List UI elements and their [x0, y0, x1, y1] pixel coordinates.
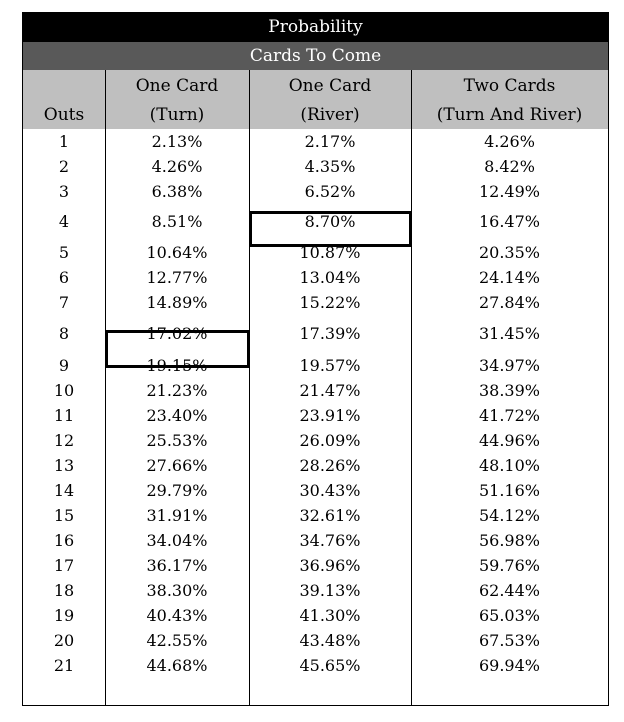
table-row — [23, 265, 608, 290]
cell-outs: 6 — [58, 268, 70, 287]
cell-turn: 36.17% — [146, 556, 208, 575]
table-row — [23, 453, 608, 478]
table-row — [23, 129, 608, 154]
cell-river: 43.48% — [299, 631, 361, 650]
cell-turn: 12.77% — [146, 268, 208, 287]
cell-outs: 2 — [58, 157, 70, 176]
table-row — [23, 403, 608, 428]
cell-turn-and-river: 41.72% — [478, 406, 540, 425]
cell-outs: 21 — [53, 656, 75, 675]
table-row — [23, 290, 608, 315]
cell-turn: 23.40% — [146, 406, 208, 425]
cell-outs: 16 — [53, 531, 75, 550]
header-outs: Outs — [43, 105, 85, 125]
header-turn: One Card (Turn) — [135, 76, 219, 125]
cell-river: 15.22% — [299, 293, 361, 312]
cell-turn: 27.66% — [146, 456, 208, 475]
table-row — [23, 553, 608, 578]
cell-turn-and-river: 62.44% — [478, 581, 540, 600]
cell-river: 28.26% — [299, 456, 361, 475]
table-row — [23, 478, 608, 503]
cell-turn: 29.79% — [146, 481, 208, 500]
cell-turn: 14.89% — [146, 293, 208, 312]
cell-turn: 17.02% — [146, 324, 208, 343]
cell-outs: 8 — [58, 324, 70, 343]
cell-turn-and-river: 54.12% — [478, 506, 540, 525]
cell-outs: 18 — [53, 581, 75, 600]
cell-river: 34.76% — [299, 531, 361, 550]
cell-river: 6.52% — [304, 182, 356, 201]
cell-turn: 38.30% — [146, 581, 208, 600]
cell-outs: 9 — [58, 356, 70, 375]
cell-river: 10.87% — [299, 243, 361, 262]
cell-turn: 25.53% — [146, 431, 208, 450]
cell-outs: 17 — [53, 556, 75, 575]
cell-turn-and-river: 59.76% — [478, 556, 540, 575]
table-row — [23, 603, 608, 628]
cell-river: 45.65% — [299, 656, 361, 675]
cell-outs: 1 — [58, 132, 70, 151]
table-title: Probability — [23, 12, 608, 42]
cell-river: 4.35% — [304, 157, 356, 176]
cell-river: 8.70% — [304, 212, 356, 231]
cell-turn-and-river: 20.35% — [478, 243, 540, 262]
cell-turn: 10.64% — [146, 243, 208, 262]
cell-river: 41.30% — [299, 606, 361, 625]
cell-turn: 19.15% — [146, 356, 208, 375]
table-row — [23, 179, 608, 204]
cell-outs: 3 — [58, 182, 70, 201]
cell-turn-and-river: 16.47% — [478, 212, 540, 231]
cell-turn: 34.04% — [146, 531, 208, 550]
cell-turn-and-river: 31.45% — [478, 324, 540, 343]
table-row — [23, 154, 608, 179]
cell-turn-and-river: 69.94% — [478, 656, 540, 675]
probability-table — [22, 12, 609, 706]
cell-river: 13.04% — [299, 268, 361, 287]
cell-turn-and-river: 12.49% — [478, 182, 540, 201]
column-header-row — [23, 70, 608, 129]
table-row — [23, 628, 608, 653]
cell-turn-and-river: 27.84% — [478, 293, 540, 312]
table-row — [23, 428, 608, 453]
cell-river: 21.47% — [299, 381, 361, 400]
cell-outs: 5 — [58, 243, 70, 262]
table-row — [23, 653, 608, 678]
cell-river: 32.61% — [299, 506, 361, 525]
cell-turn: 44.68% — [146, 656, 208, 675]
cell-outs: 11 — [53, 406, 75, 425]
cell-outs: 20 — [53, 631, 75, 650]
cell-river: 30.43% — [299, 481, 361, 500]
cell-turn-and-river: 65.03% — [478, 606, 540, 625]
cell-turn: 2.13% — [151, 132, 203, 151]
cell-river: 36.96% — [299, 556, 361, 575]
cell-outs: 10 — [53, 381, 75, 400]
cell-turn-and-river: 56.98% — [478, 531, 540, 550]
cell-turn-and-river: 48.10% — [478, 456, 540, 475]
cell-river: 2.17% — [304, 132, 356, 151]
cell-outs: 14 — [53, 481, 75, 500]
cell-turn: 42.55% — [146, 631, 208, 650]
cell-river: 19.57% — [299, 356, 361, 375]
cell-turn-and-river: 38.39% — [478, 381, 540, 400]
header-turn-and-river: Two Cards (Turn And River) — [436, 76, 583, 125]
cell-river: 23.91% — [299, 406, 361, 425]
cell-turn-and-river: 51.16% — [478, 481, 540, 500]
cell-outs: 13 — [53, 456, 75, 475]
table-row — [23, 503, 608, 528]
highlight-box-4-outs-river — [249, 211, 412, 247]
table-row — [23, 528, 608, 553]
table-row — [23, 378, 608, 403]
cell-turn-and-river: 24.14% — [478, 268, 540, 287]
cell-turn: 31.91% — [146, 506, 208, 525]
cell-turn-and-river: 34.97% — [478, 356, 540, 375]
cell-river: 39.13% — [299, 581, 361, 600]
cell-turn: 8.51% — [151, 212, 203, 231]
cell-river: 26.09% — [299, 431, 361, 450]
cell-outs: 12 — [53, 431, 75, 450]
cell-outs: 15 — [53, 506, 75, 525]
cell-turn: 40.43% — [146, 606, 208, 625]
table-row — [23, 578, 608, 603]
cell-outs: 4 — [58, 212, 70, 231]
cell-turn-and-river: 67.53% — [478, 631, 540, 650]
cell-outs: 7 — [58, 293, 70, 312]
table-subtitle: Cards To Come — [23, 42, 608, 70]
cell-outs: 19 — [53, 606, 75, 625]
cell-river: 17.39% — [299, 324, 361, 343]
highlight-box-8-outs-turn — [105, 330, 250, 368]
cell-turn-and-river: 4.26% — [484, 132, 535, 151]
cell-turn-and-river: 8.42% — [484, 157, 535, 176]
cell-turn: 4.26% — [151, 157, 203, 176]
cell-turn: 21.23% — [146, 381, 208, 400]
cell-turn-and-river: 44.96% — [478, 431, 540, 450]
header-river: One Card (River) — [288, 76, 372, 125]
cell-turn: 6.38% — [151, 182, 203, 201]
